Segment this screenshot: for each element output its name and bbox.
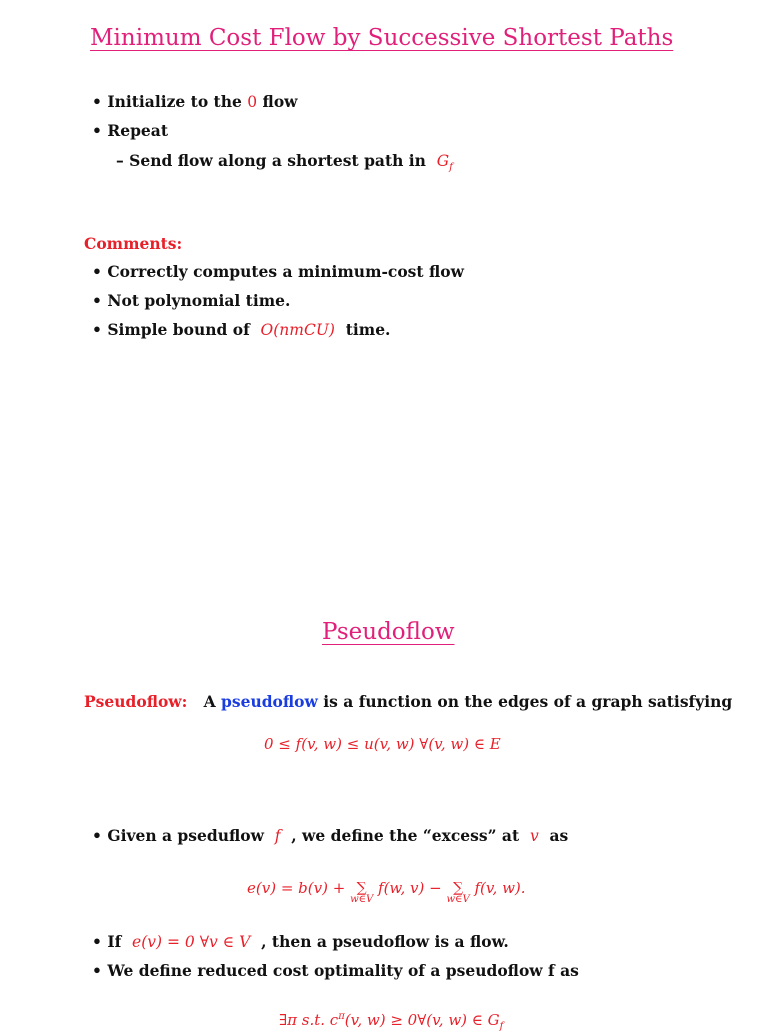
pseudoflow-definition [84,692,732,711]
bullet-initialize [92,92,298,111]
equation-lhs: e(v) = b(v) + [247,879,346,897]
capacity-constraint: 0 ≤ f(v, w) ≤ u(v, w) ∀(v, w) ∈ E [264,735,501,753]
bullet-text: If [107,932,122,951]
comment-text: Simple bound of [107,320,250,339]
bullet-dot: • [92,961,102,980]
math-v: v [529,827,539,845]
bullet-text-mid: , we define the “excess” at [291,826,520,845]
bullet-text: Repeat [107,121,168,140]
sum-symbol: ∑ w∈V [446,880,470,905]
slide-title: Minimum Cost Flow by Successive Shortest Paths [90,25,674,51]
definition-text: A [203,692,216,711]
equation-term: f(v, w). [474,879,526,897]
bullet-text-end: flow [262,92,298,111]
math-f: f [274,827,281,845]
pseudoflow-title: Pseudoflow [322,619,455,645]
math-residual-graph: $G_f$ [436,152,453,174]
bullet-dot: • [92,826,102,845]
bullet-text-end: , then a pseudoflow is a flow. [261,932,509,951]
bullet-repeat [92,121,168,140]
bullet-dot: • [92,320,102,339]
bullet-dot: • [92,932,102,951]
bullet-excess [92,826,568,845]
comment-not-polynomial [92,291,290,310]
bullet-dot: • [92,262,102,281]
equation-term: f(w, v) − [378,879,442,897]
definition-label: Pseudoflow: [84,692,188,711]
excess-equation [247,877,526,905]
math-zero-excess: e(v) = 0 ∀v ∈ V [132,933,251,951]
math-zero: 0 [247,93,258,111]
bullet-text: Initialize to the [107,92,242,111]
comments-label: Comments: [84,234,183,253]
definition-term: pseudoflow [221,692,318,711]
bullet-reduced-cost [92,961,579,980]
sum-symbol: ∑ w∈V [350,880,374,905]
bullet-if-flow [92,932,509,951]
bullet-dot: • [92,121,102,140]
subbullet-text: – Send flow along a shortest path in [116,151,426,170]
bullet-dot: • [92,291,102,310]
bullet-text: Given a pseduflow [107,826,264,845]
comment-text: Not polynomial time. [107,291,291,310]
comment-text-end: time. [345,320,391,339]
reduced-cost-condition: ∃π s.t. $c^\pi(v$, w) ≥ 0∀(v, w) ∈ $G_f$ [279,1011,504,1032]
comment-correct [92,262,464,281]
subbullet-send-flow [116,151,453,173]
comment-bound [92,320,390,339]
definition-text-end: is a function on the edges of a graph satisfying [323,692,733,711]
bullet-text: We define reduced cost optimality of a pseudoflow f as [107,961,579,980]
bullet-dot: • [92,92,102,111]
comment-text: Correctly computes a minimum-cost flow [107,262,464,281]
bullet-text-end: as [549,826,569,845]
math-bound: O(nmCU) [260,321,335,339]
